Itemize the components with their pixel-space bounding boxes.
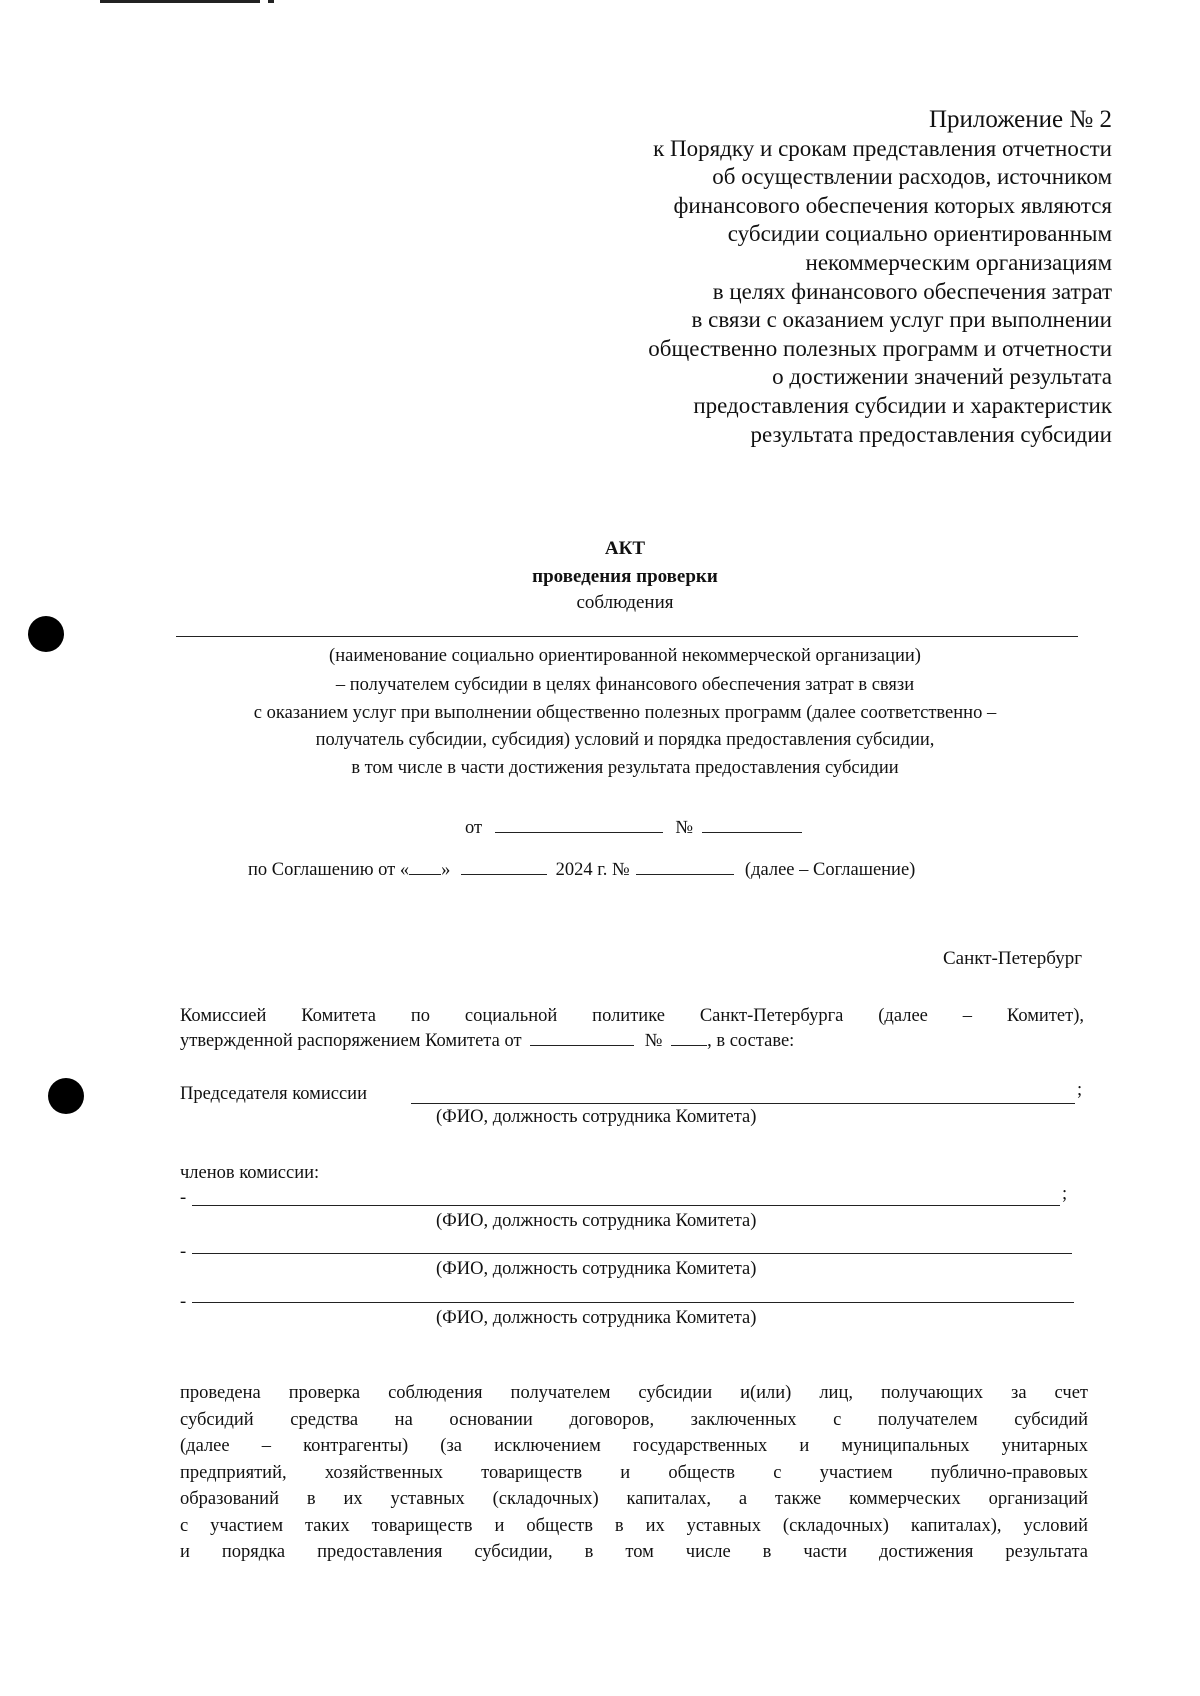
punch-hole	[28, 616, 64, 652]
chairman-blank[interactable]	[411, 1103, 1075, 1104]
member-2-blank[interactable]	[192, 1253, 1072, 1254]
appendix-line: некоммерческим организациям	[805, 249, 1112, 275]
agreement-prefix: по Соглашению от «	[248, 860, 410, 880]
agreement-day-blank[interactable]	[409, 858, 441, 875]
order-number-label: №	[644, 1031, 663, 1051]
intro-text	[170, 672, 1080, 782]
commission-order-text: утвержденной распоряжением Комитета от	[180, 1031, 522, 1051]
document-subtitle: проведения проверки	[532, 566, 718, 587]
agreement-suffix: (далее – Соглашение)	[744, 860, 916, 880]
chairman-label: Председателя комиссии	[180, 1084, 367, 1104]
act-date-blank[interactable]	[495, 816, 663, 833]
member-2-caption: (ФИО, должность сотрудника Комитета)	[436, 1259, 757, 1279]
document-subtitle-2: соблюдения	[576, 592, 674, 613]
appendix-number: Приложение № 2	[928, 106, 1112, 133]
org-name-caption: (наименование социально ориентированной некоммерческой организации)	[329, 646, 921, 666]
inspection-paragraph	[180, 1380, 1088, 1566]
intro-line: с оказанием услуг при выполнении общественно полезных программ (далее соответственно –	[253, 702, 997, 723]
paragraph-line: предприятий, хозяйственных товариществ и обществ с участием публично-правовых	[180, 1462, 1088, 1483]
member-3-caption: (ФИО, должность сотрудника Комитета)	[436, 1308, 757, 1328]
commission-composition-text: , в составе:	[707, 1031, 795, 1051]
agreement-line	[248, 858, 915, 881]
appendix-line: к Порядку и срокам представления отчетности	[653, 135, 1112, 161]
date-from-label: от	[465, 818, 483, 838]
member-2-dash: -	[180, 1242, 187, 1262]
member-3-dash: -	[180, 1292, 187, 1312]
paragraph-line: образований в их уставных (складочных) капиталах, а также коммерческих организаций	[180, 1489, 1088, 1509]
agreement-number-blank[interactable]	[636, 858, 734, 875]
paragraph-line: (далее – контрагенты) (за исключением государственных и муниципальных унитарных	[180, 1436, 1088, 1456]
member-1-caption: (ФИО, должность сотрудника Комитета)	[436, 1211, 757, 1231]
scan-edge-mark	[100, 0, 260, 3]
agreement-quote-close: »	[441, 860, 451, 880]
appendix-line: результата предоставления субсидии	[750, 421, 1112, 447]
paragraph-line: субсидий средства на основании договоров, заключенных с получателем субсидий	[180, 1409, 1088, 1430]
member-3-blank[interactable]	[192, 1302, 1074, 1303]
appendix-line: в связи с оказанием услуг при выполнении	[691, 307, 1112, 333]
appendix-line: в целях финансового обеспечения затрат	[712, 278, 1112, 304]
intro-line: получатель субсидии, субсидия) условий и порядка предоставления субсидии,	[315, 730, 935, 750]
act-date-line	[465, 816, 802, 839]
appendix-line: общественно полезных программ и отчетности	[648, 335, 1112, 361]
paragraph-line: с участием таких товариществ и обществ в их уставных (складочных) капиталах), условий	[180, 1515, 1088, 1536]
punch-hole	[48, 1078, 84, 1114]
intro-line: – получателем субсидии в целях финансового обеспечения затрат в связи	[335, 675, 915, 695]
act-number-label: №	[675, 818, 693, 838]
order-date-blank[interactable]	[530, 1029, 634, 1046]
appendix-line: субсидии социально ориентированным	[727, 221, 1112, 247]
paragraph-line: проведена проверка соблюдения получателем субсидии и(или) лиц, получающих за счет	[180, 1383, 1088, 1403]
scan-edge-mark	[268, 0, 274, 3]
member-1-blank[interactable]	[192, 1205, 1060, 1206]
chairman-semicolon: ;	[1077, 1080, 1083, 1100]
chairman-caption: (ФИО, должность сотрудника Комитета)	[436, 1107, 757, 1127]
appendix-line: предоставления субсидии и характеристик	[693, 392, 1112, 418]
agreement-month-blank[interactable]	[461, 858, 547, 875]
document-title: АКТ	[604, 538, 646, 559]
commission-paragraph	[180, 1004, 1084, 1054]
members-label: членов комиссии:	[180, 1163, 320, 1183]
order-number-blank[interactable]	[671, 1029, 707, 1046]
member-1-dash: -	[180, 1188, 187, 1208]
agreement-year: 2024 г. №	[555, 860, 630, 880]
appendix-header	[492, 106, 1112, 449]
member-1-semicolon: ;	[1062, 1184, 1068, 1204]
org-name-blank[interactable]	[176, 636, 1078, 637]
city: Санкт-Петербург	[942, 948, 1082, 969]
appendix-line: о достижении значений результата	[772, 364, 1112, 390]
commission-line-2	[180, 1029, 1084, 1054]
act-number-blank[interactable]	[702, 816, 802, 833]
paragraph-line: и порядка предоставления субсидии, в том числе в части достижения результата	[180, 1542, 1088, 1562]
appendix-line: финансового обеспечения которых являются	[673, 192, 1112, 218]
appendix-line: об осуществлении расходов, источником	[712, 164, 1112, 190]
commission-line-1: Комиссией Комитета по социальной политике Санкт-Петербурга (далее – Комитет),	[180, 1006, 1084, 1026]
intro-line: в том числе в части достижения результата предоставления субсидии	[351, 757, 899, 778]
